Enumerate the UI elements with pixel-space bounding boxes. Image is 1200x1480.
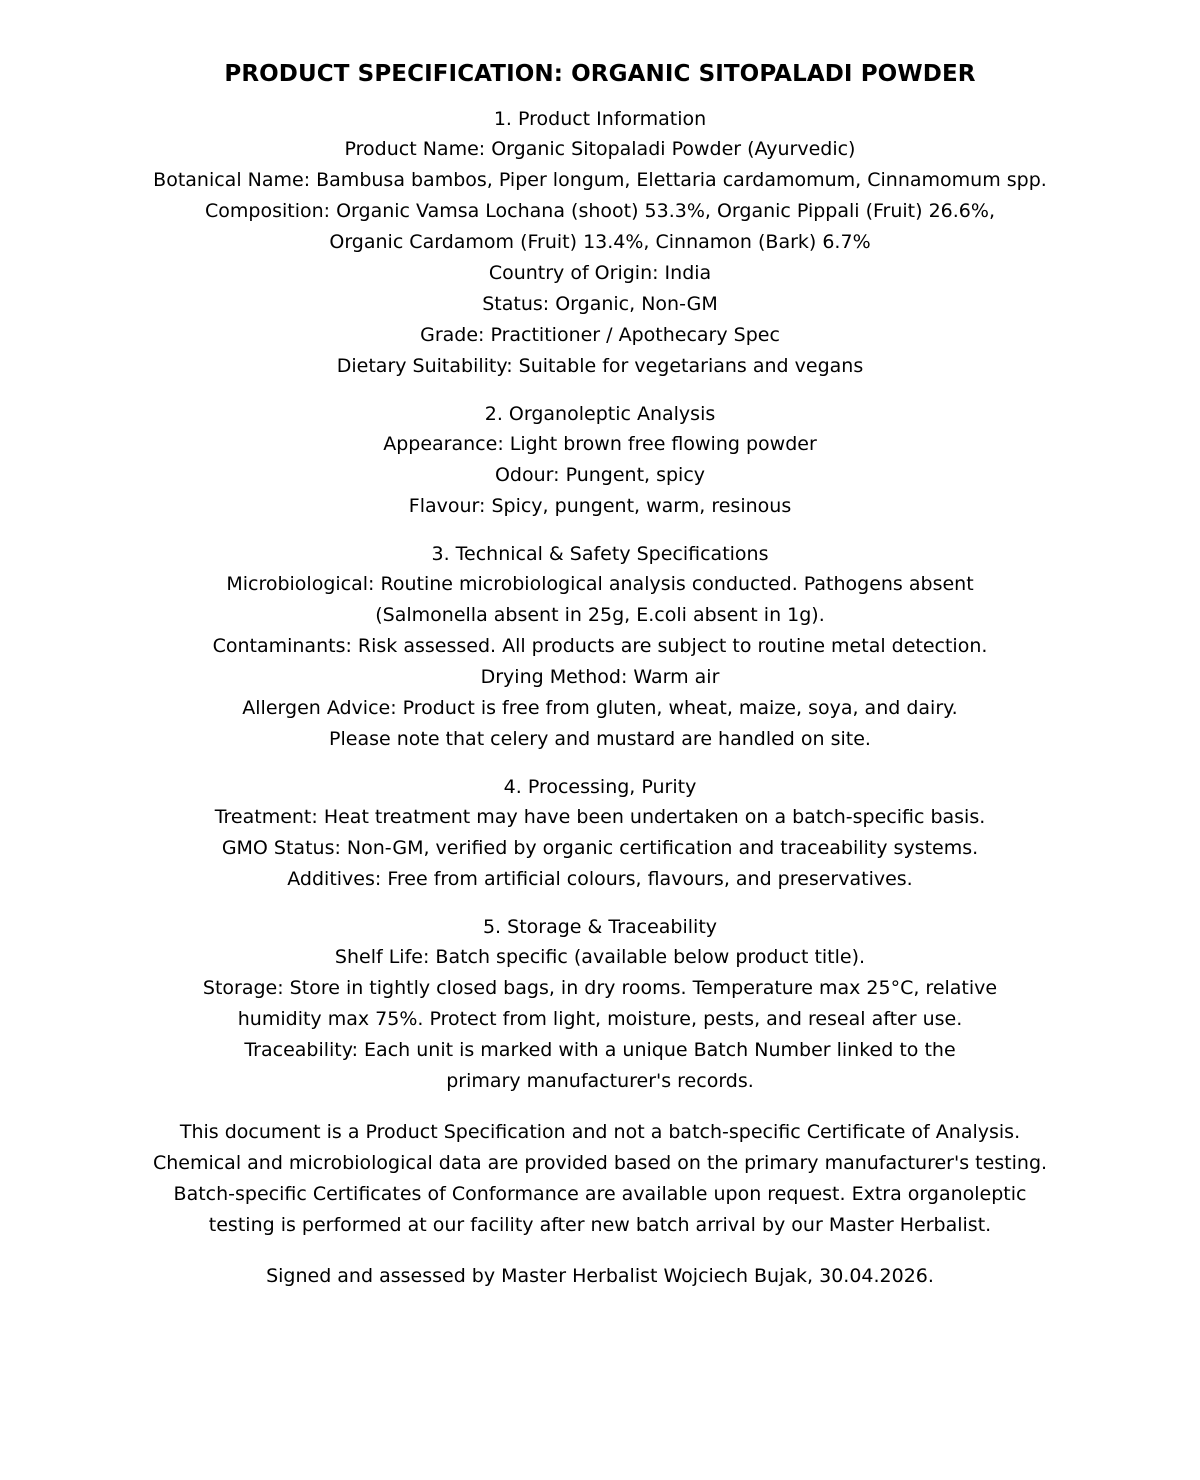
spec-line-storage-cont: humidity max 75%. Protect from light, moisture, pests, and reseal after use.: [237, 1008, 963, 1030]
spec-line-flavour: Flavour: Spicy, pungent, warm, resinous: [408, 495, 792, 517]
spec-line-status: Status: Organic, Non-GM: [482, 293, 718, 315]
spec-line-product-name: Product Name: Organic Sitopaladi Powder (Ayurvedic): [344, 138, 856, 160]
signature-line: Signed and assessed by Master Herbalist Wojciech Bujak, 30.04.2026.: [266, 1265, 934, 1287]
disclaimer-line: Chemical and microbiological data are provided based on the primary manufacturer's testing.: [152, 1152, 1048, 1174]
spec-line-odour: Odour: Pungent, spicy: [494, 464, 706, 486]
spec-line-botanical-name: Botanical Name: Bambusa bambos, Piper longum, Elettaria cardamomum, Cinnamomum spp.: [153, 169, 1047, 191]
spec-line-gmo-status: GMO Status: Non-GM, verified by organic certification and traceability systems.: [221, 837, 979, 859]
document-title: PRODUCT SPECIFICATION: ORGANIC SITOPALADI POWDER: [224, 61, 976, 87]
section-organoleptic-analysis: [0, 402, 1200, 522]
spec-line-country-of-origin: Country of Origin: India: [488, 262, 712, 284]
section-heading: 5. Storage & Traceability: [482, 916, 718, 938]
disclaimer-line: This document is a Product Specification and not a batch-specific Certificate of Analysis.: [179, 1121, 1021, 1143]
spec-line-additives: Additives: Free from artificial colours, flavours, and preservatives.: [287, 868, 913, 890]
spec-line-appearance: Appearance: Light brown free flowing powder: [383, 433, 817, 455]
spec-line-composition: Composition: Organic Vamsa Lochana (shoot) 53.3%, Organic Pippali (Fruit) 26.6%,: [205, 200, 995, 222]
section-technical-safety: [0, 542, 1200, 755]
spec-line-storage: Storage: Store in tightly closed bags, in dry rooms. Temperature max 25°C, relative: [202, 977, 998, 999]
spec-line-microbiological-cont: (Salmonella absent in 25g, E.coli absent in 1g).: [375, 604, 825, 626]
spec-line-shelf-life: Shelf Life: Batch specific (available below product title).: [334, 946, 866, 968]
section-processing-purity: [0, 775, 1200, 895]
spec-line-composition-cont: Organic Cardamom (Fruit) 13.4%, Cinnamon (Bark) 6.7%: [329, 231, 871, 253]
section-product-information: [0, 107, 1200, 382]
spec-line-contaminants: Contaminants: Risk assessed. All products are subject to routine metal detection.: [212, 635, 988, 657]
disclaimer-line: testing is performed at our facility after new batch arrival by our Master Herbalist.: [208, 1214, 992, 1236]
signature-block: [0, 1261, 1200, 1292]
spec-line-allergen-advice-cont: Please note that celery and mustard are handled on site.: [329, 728, 871, 750]
spec-line-dietary-suitability: Dietary Suitability: Suitable for vegetarians and vegans: [336, 355, 864, 377]
disclaimer-line: Batch-specific Certificates of Conformance are available upon request. Extra organoleptic: [173, 1183, 1027, 1205]
spec-line-allergen-advice: Allergen Advice: Product is free from gluten, wheat, maize, soya, and dairy.: [242, 697, 958, 719]
spec-line-drying-method: Drying Method: Warm air: [480, 666, 720, 688]
section-heading: 2. Organoleptic Analysis: [484, 403, 716, 425]
section-heading: 4. Processing, Purity: [503, 776, 697, 798]
disclaimer-block: [0, 1117, 1200, 1241]
spec-line-treatment: Treatment: Heat treatment may have been undertaken on a batch-specific basis.: [214, 806, 986, 828]
spec-line-microbiological: Microbiological: Routine microbiological analysis conducted. Pathogens absent: [226, 573, 974, 595]
section-heading: 3. Technical & Safety Specifications: [431, 543, 769, 565]
spec-line-grade: Grade: Practitioner / Apothecary Spec: [420, 324, 780, 346]
section-heading: 1. Product Information: [493, 108, 707, 130]
spec-line-traceability: Traceability: Each unit is marked with a unique Batch Number linked to the: [244, 1039, 956, 1061]
section-storage-traceability: [0, 915, 1200, 1097]
spec-line-traceability-cont: primary manufacturer's records.: [446, 1070, 754, 1092]
